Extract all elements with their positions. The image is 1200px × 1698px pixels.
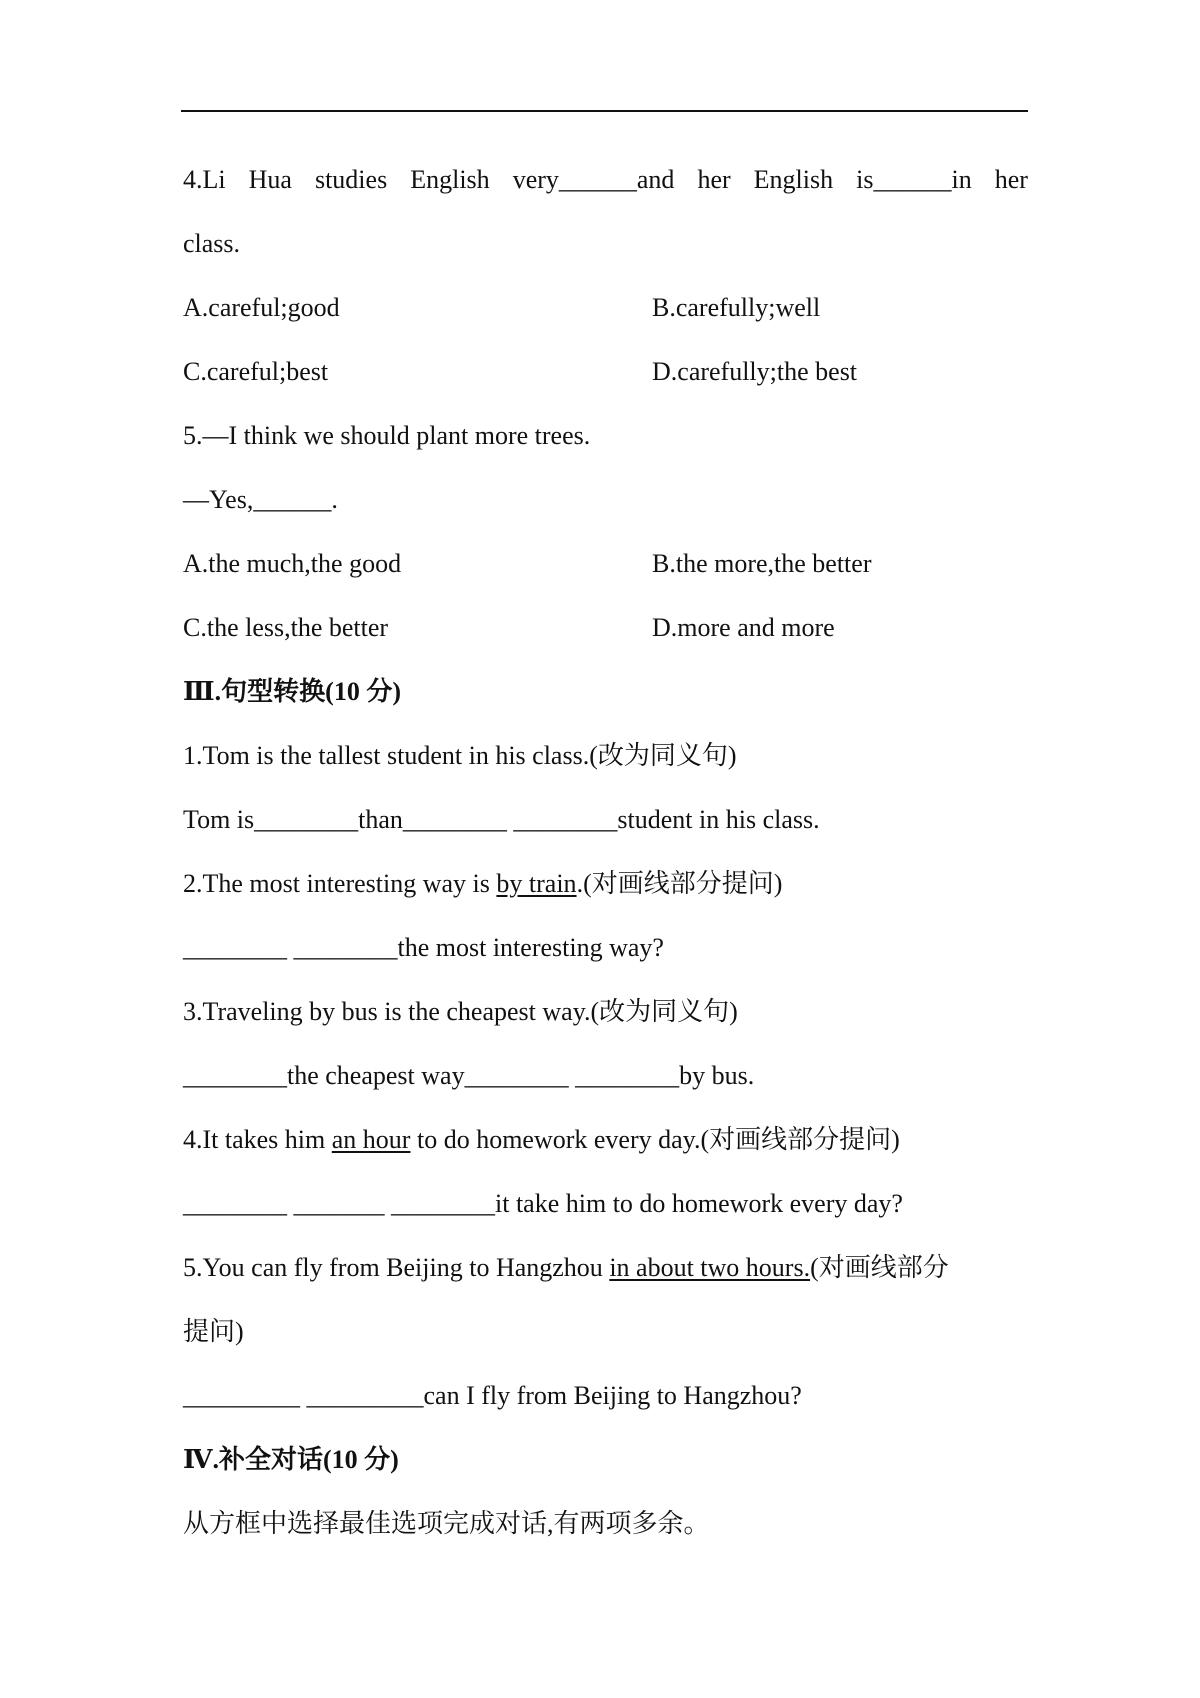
s3-item-3-answer: ________the cheapest way________ ________by bus. xyxy=(183,1061,755,1090)
underlined-phrase: in about two hours. xyxy=(609,1253,811,1282)
q4-option-c: C.careful;best xyxy=(183,357,329,386)
q4-option-d: D.carefully;the best xyxy=(652,357,858,386)
s3-item-5-prompt-continuation: 提问) xyxy=(183,1317,244,1346)
q4-question-continuation: class. xyxy=(183,229,241,258)
q5-option-d: D.more and more xyxy=(652,613,835,642)
q5-question: 5.—I think we should plant more trees. xyxy=(183,421,591,450)
s3-item-2-answer: ________ ________the most interesting way? xyxy=(183,933,664,962)
q4-word: her xyxy=(994,165,1028,194)
prompt-text: 5.You can fly from Beijing to Hangzhou xyxy=(183,1253,610,1282)
q4-word: English xyxy=(753,165,834,194)
s3-item-1-answer: Tom is________than________ ________student in his class. xyxy=(183,805,820,834)
q4-word: Hua xyxy=(248,165,292,194)
q4-word: studies xyxy=(314,165,388,194)
q4-word: very______and xyxy=(512,165,675,194)
top-rule xyxy=(181,110,1028,112)
prompt-text: .(对画线部分提问) xyxy=(576,869,783,898)
section-4-instruction: 从方框中选择最佳选项完成对话,有两项多余。 xyxy=(183,1509,710,1538)
s3-item-1-prompt: 1.Tom is the tallest student in his class.(改为同义句) xyxy=(183,741,737,770)
q5-option-a: A.the much,the good xyxy=(183,549,402,578)
section-3-heading: Ⅲ.句型转换(10 分) xyxy=(183,677,401,706)
q4-word: English xyxy=(410,165,490,194)
prompt-text: 2.The most interesting way is xyxy=(183,869,497,898)
q5-reply: —Yes,______. xyxy=(183,485,338,514)
q4-word: is______in xyxy=(856,165,972,194)
prompt-text: (对画线部分 xyxy=(810,1253,949,1282)
s3-item-4-prompt xyxy=(183,1124,900,1156)
prompt-text: to do homework every day.(对画线部分提问) xyxy=(410,1125,900,1154)
q5-option-c: C.the less,the better xyxy=(183,613,389,642)
q5-option-b: B.the more,the better xyxy=(652,549,872,578)
q4-word: 4.Li xyxy=(183,165,226,194)
q4-word: her xyxy=(697,165,731,194)
underlined-phrase: by train xyxy=(496,869,577,898)
section-4-heading: Ⅳ.补全对话(10 分) xyxy=(183,1445,399,1474)
s3-item-3-prompt: 3.Traveling by bus is the cheapest way.(改为同义句) xyxy=(183,997,738,1026)
s3-item-5-prompt xyxy=(183,1252,949,1284)
s3-item-2-prompt xyxy=(183,868,782,900)
prompt-text: 4.It takes him xyxy=(183,1125,332,1154)
underlined-phrase: an hour xyxy=(331,1125,411,1154)
q4-option-a: A.careful;good xyxy=(183,293,340,322)
s3-item-4-answer: ________ _______ ________it take him to do homework every day? xyxy=(183,1189,903,1218)
s3-item-5-answer: _________ _________can I fly from Beijing to Hangzhou? xyxy=(183,1381,802,1410)
q4-question xyxy=(183,164,1028,196)
q4-option-b: B.carefully;well xyxy=(652,293,821,322)
